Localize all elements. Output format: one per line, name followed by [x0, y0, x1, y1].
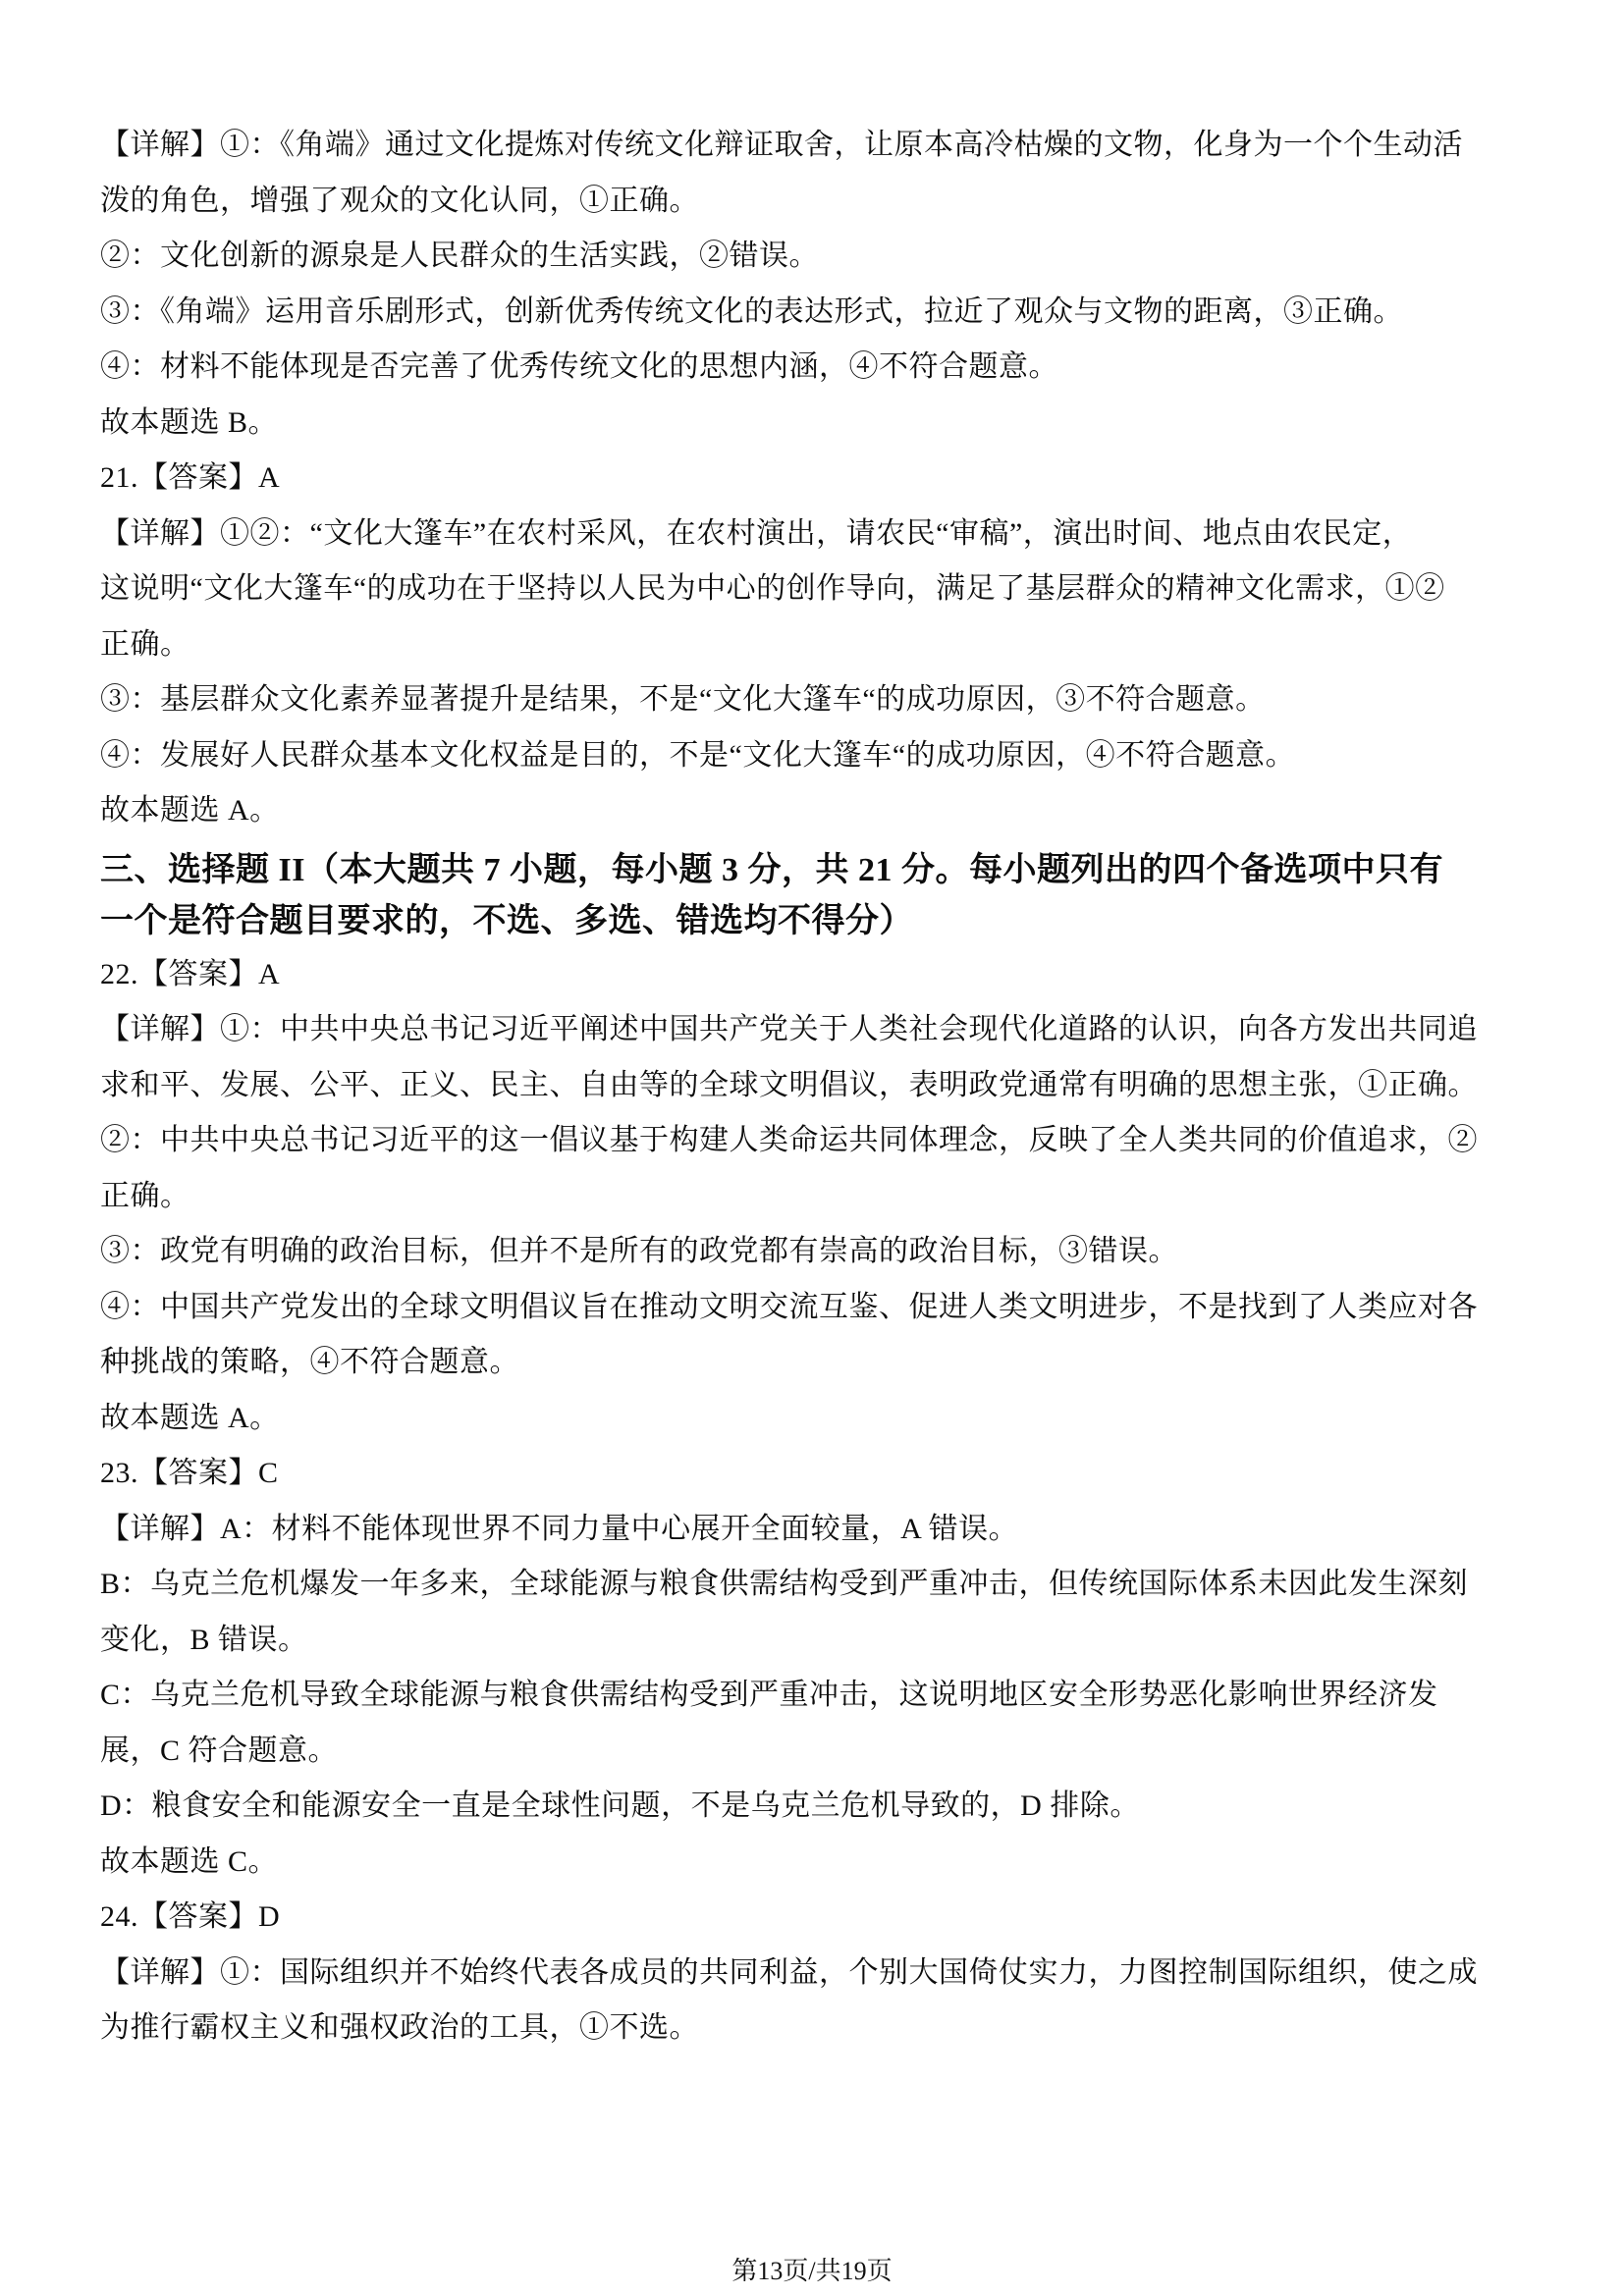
conclusion-line: 故本题选 A。 [100, 1401, 280, 1434]
explanation-line: 正确。 [100, 1179, 190, 1212]
explanation-line: D：粮食安全和能源安全一直是全球性问题，不是乌克兰危机导致的，D 排除。 [100, 1789, 1140, 1822]
answer-line-q23: 23.【答案】C [100, 1457, 279, 1489]
explanation-line: 【详解】①：《角端》通过文化提炼对传统文化辩证取舍，让原本高冷枯燥的文物，化身为一个个生动活 [100, 129, 1463, 161]
explanation-line: 这说明“文化大篷车“的成功在于坚持以人民为中心的创作导向，满足了基层群众的精神文化需求，①② [100, 572, 1445, 605]
explanation-line: ②：中共中央总书记习近平的这一倡议基于构建人类命运共同体理念，反映了全人类共同的价值追求，② [100, 1124, 1478, 1156]
page-number: 第13页/共19页 [731, 2257, 893, 2285]
explanation-line: ④：材料不能体现是否完善了优秀传统文化的思想内涵，④不符合题意。 [100, 350, 1058, 383]
explanation-line: ③：《角端》运用音乐剧形式，创新优秀传统文化的表达形式，拉近了观众与文物的距离，③正确。 [100, 294, 1403, 328]
explanation-line: C：乌克兰危机导致全球能源与粮食供需结构受到严重冲击，这说明地区安全形势恶化影响世界经济发 [100, 1679, 1438, 1711]
explanation-line: ③：政党有明确的政治目标，但并不是所有的政党都有崇高的政治目标，③错误。 [100, 1235, 1178, 1267]
conclusion-line: 故本题选 A。 [100, 794, 280, 827]
explanation-line: 【详解】①：国际组织并不始终代表各成员的共同利益，个别大国倚仗实力，力图控制国际组织，使之成 [100, 1955, 1478, 1989]
conclusion-line: 故本题选 C。 [100, 1844, 279, 1878]
section-heading-line-1: 三、选择题 II（本大题共 7 小题，每小题 3 分，共 21 分。每小题列出的四个备选项中只有 [100, 851, 1443, 888]
explanation-line: 变化，B 错误。 [100, 1623, 308, 1656]
explanation-line: ②：文化创新的源泉是人民群众的生活实践，②错误。 [100, 240, 819, 272]
conclusion-line: 故本题选 B。 [100, 405, 279, 439]
explanation-line: 正确。 [100, 627, 190, 661]
explanation-line: ③：基层群众文化素养显著提升是结果，不是“文化大篷车“的成功原因，③不符合题意。 [100, 683, 1266, 716]
explanation-line: 展，C 符合题意。 [100, 1734, 339, 1767]
document-body [100, 118, 1528, 2056]
explanation-line: ④：中国共产党发出的全球文明倡议旨在推动文明交流互鉴、促进人类文明进步，不是找到了人类应对各 [100, 1290, 1478, 1323]
section-heading-line-2: 一个是符合题目要求的，不选、多选、错选均不得分） [100, 902, 913, 939]
explanation-line: 种挑战的策略，④不符合题意。 [100, 1346, 519, 1378]
explanation-line: 为推行霸权主义和强权政治的工具，①不选。 [100, 2011, 699, 2044]
explanation-line: 【详解】①：中共中央总书记习近平阐述中国共产党关于人类社会现代化道路的认识，向各方发出共同追 [100, 1013, 1478, 1045]
answer-line-q22: 22.【答案】A [100, 957, 281, 990]
answer-line-q24: 24.【答案】D [100, 1900, 281, 1933]
explanation-line: ④：发展好人民群众基本文化权益是目的，不是“文化大篷车“的成功原因，④不符合题意。 [100, 738, 1296, 772]
explanation-line: 求和平、发展、公平、正义、民主、自由等的全球文明倡议，表明政党通常有明确的思想主张，①正确。 [100, 1068, 1478, 1101]
explanation-line: 【详解】A：材料不能体现世界不同力量中心展开全面较量，A 错误。 [100, 1512, 1019, 1545]
explanation-line: 泼的角色，增强了观众的文化认同，①正确。 [100, 184, 699, 217]
explanation-line: B：乌克兰危机爆发一年多来，全球能源与粮食供需结构受到严重冲击，但传统国际体系未因此发生深刻 [100, 1568, 1469, 1600]
explanation-line: 【详解】①②：“文化大篷车”在农村采风，在农村演出，请农民“审稿”，演出时间、地点由农民定， [100, 516, 1413, 550]
answer-line-q21: 21.【答案】A [100, 461, 281, 494]
